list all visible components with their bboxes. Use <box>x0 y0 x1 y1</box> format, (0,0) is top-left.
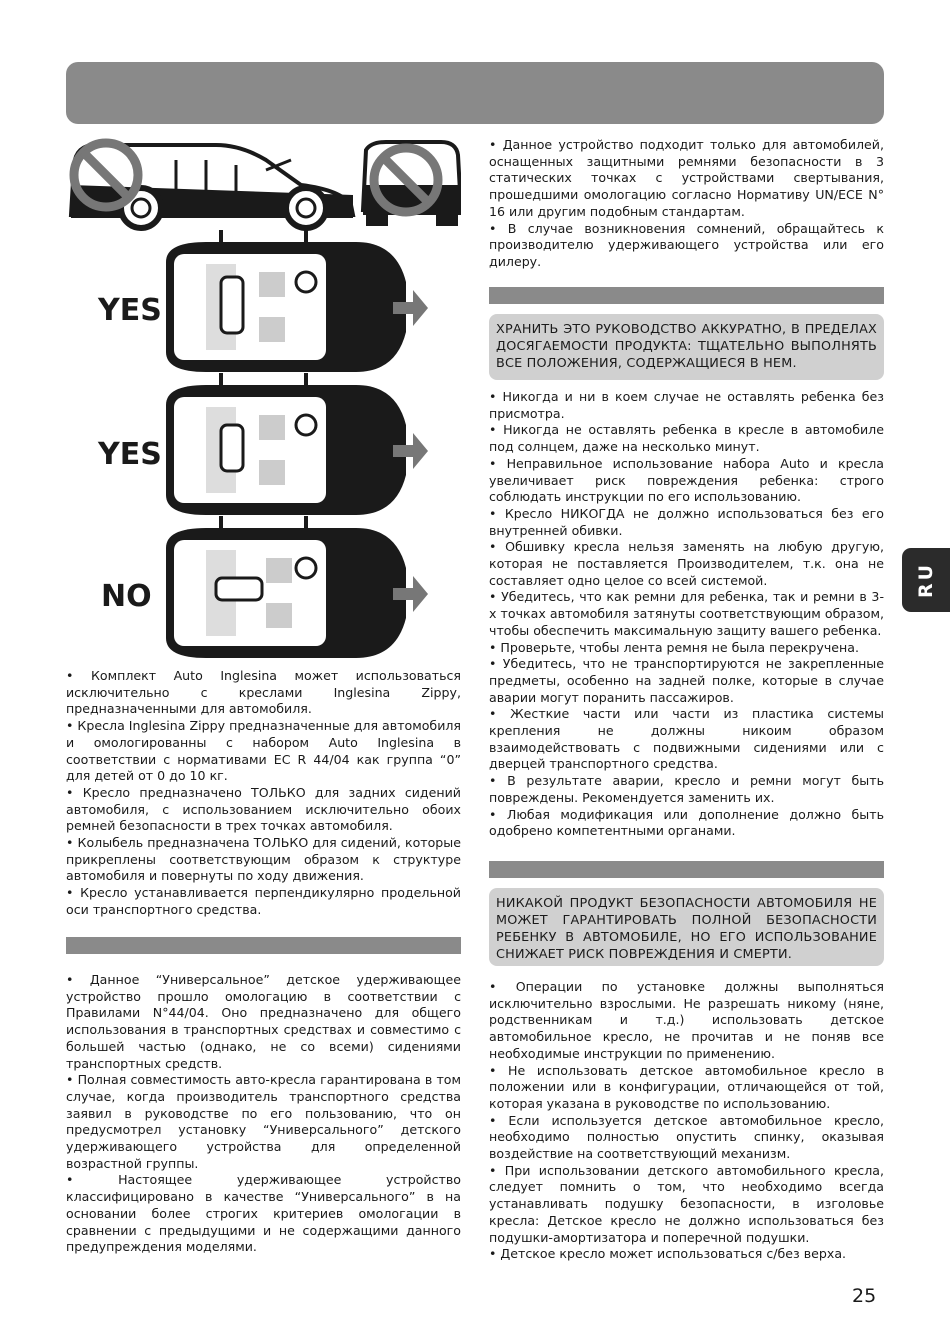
list-item: • Жесткие части или части из пластика системы крепления не должны никоим образом взаимодействовать с подвижными сидениями или с дверцей транспортного средства. <box>489 706 884 772</box>
list-item: • Комплект Auto Inglesina может использоваться исключительно с креслами Inglesina Zippy, предназначенными для автомобиля. <box>66 668 461 717</box>
list-item: • Проверьте, чтобы лента ремня не была перекручена. <box>489 639 860 655</box>
list-item: • Детское кресло может использоваться с/без верха. <box>489 1246 847 1262</box>
list-item: • Убедитесь, что как ремни для ребенка, так и ремни в 3-х точках автомобиля затянуты соответствующим образом, чтобы обеспечить максимальную защиту вашего ребенка. <box>489 589 884 638</box>
list-item: • Кресло НИКОГДА не должно использоваться без его внутренней обивки. <box>489 505 884 538</box>
warning-box: ХРАНИТЬ ЭТО РУКОВОДСТВО АККУРАТНО, В ПРЕДЕЛАХ ДОСЯГАЕМОСТИ ПРОДУКТА: ТЩАТЕЛЬНО ВЫПОЛНЯТЬ ВСЕ ПОЛОЖЕНИЯ, СОДЕРЖАЩИЕСЯ В НЕМ. <box>489 314 884 380</box>
label-no: NO <box>101 579 152 614</box>
list-item: • Если используется детское автомобильное кресло, необходимо полностью опустить спинку, оказывая воздействие на соответствующий механизм. <box>489 1112 884 1162</box>
list-item: • Полная совместимость авто-кресла гарантирована в том случае, когда производитель транспортного средства заявил в руководстве по его пользованию, что он предусмотрел установку “Универсального” детского удерживающего устройства для определенной возрастной группы. <box>66 1072 461 1171</box>
list-item: • Неправильное использование набора Auto и кресла увеличивает риск повреждения ребенка: строго соблюдать инструкции по его использованию. <box>489 455 884 505</box>
list-item: • Обшивку кресла нельзя заменять на любую другую, которая не поставляется Производителем, т.к. она не составляет одно целое со всей системой. <box>489 539 884 588</box>
list-item: • Любая модификация или дополнение должно быть одобрено компетентными органами. <box>489 806 884 839</box>
right-bullets-1 <box>489 137 884 271</box>
car-top-view-icon <box>166 373 406 515</box>
section-header-bar <box>66 937 461 954</box>
list-item: • В случае возникновения сомнений, обращайтесь к производителю удерживающего устройства или его дилеру. <box>489 220 884 269</box>
list-item: • В результате аварии, кресло и ремни могут быть повреждены. Рекомендуется заменить их. <box>489 773 884 805</box>
language-tab <box>902 548 950 612</box>
list-item: • Убедитесь, что не транспортируются не закрепленные предметы, особенно на задней полке, которые в случае аварии могут поранить пассажиров. <box>489 656 884 705</box>
list-item: • Кресло устанавливается перпендикулярно продельной оси транспортного средства. <box>66 885 461 917</box>
list-item: • Данное “Универсальное” детское удерживающее устройство прошло омологацию в соответствии с Правилами N°44/04. Оно предназначено для общего использования в транспортных средствах и совместимо с большей частью (однако, не со всеми) сидениями транспортных средств. <box>66 972 461 1071</box>
list-item: • Кресла Inglesina Zippy предназначенные для автомобиля и омологированны с набором Auto Inglesina в соответствии с нормативами ЕС R 44/04 как группа “0” для детей от 0 до 10 кг. <box>66 718 462 784</box>
right-bullets-3 <box>489 979 884 1263</box>
left-bullets-2 <box>66 972 461 1256</box>
car-top-view-icon <box>166 516 406 658</box>
section-header-bar <box>489 861 884 878</box>
header-banner <box>66 62 884 124</box>
list-item: • При использовании детского автомобильного кресла, следует помнить о том, что необходимо всегда устанавливать подушку безопасности, в изголовье кресла: Детское кресло не должно использоваться без подушки-амортизатора и поперечной подушки. <box>489 1162 884 1245</box>
section-header-bar <box>489 287 884 304</box>
list-item: • Операции по установке должны выполняться исключительно взрослыми. Не разрешать никому (няне, родственникам и т.д.) использовать детское автомобильное кресло, не прочитав и не поняв все необходимые инструкции по применению. <box>489 979 884 1061</box>
right-bullets-2 <box>489 389 884 840</box>
left-bullets-1 <box>66 668 461 919</box>
car-seat-illustration <box>66 130 461 660</box>
language-tab-label: RU <box>915 561 937 599</box>
label-yes-1: YES <box>98 293 162 328</box>
list-item: • Настоящее удерживающее устройство классифицировано в качестве “Универсального” в на основании более строгих критериев омологации в сравнении с предыдущими и не содержащими данного предупреждения моделями. <box>66 1172 461 1255</box>
warning-box: НИКАКОЙ ПРОДУКТ БЕЗОПАСНОСТИ АВТОМОБИЛЯ НЕ МОЖЕТ ГАРАНТИРОВАТЬ ПОЛНОЙ БЕЗОПАСНОСТИ РЕБЕНКУ В АВТОМОБИЛЕ, НО ЕГО ИСПОЛЬЗОВАНИЕ СНИЖАЕТ РИСК ПОВРЕЖДЕНИЯ И СМЕРТИ. <box>489 888 884 966</box>
list-item: • Колыбель предназначена ТОЛЬКО для сидений, которые прикреплены соответствующим образом к структуре автомобиля и повернуты по ходу движения. <box>66 835 461 884</box>
list-item: • Данное устройство подходит только для автомобилей, оснащенных защитными ремнями безопасности в 3 статических точках с устройствами свертывания, прошедшими омологацию согласно Нормативу UN/ECE N° 16 или другим подобным стандартам. <box>489 137 884 219</box>
list-item: • Не использовать детское автомобильное кресло в положении или в конфигурации, отличающейся от той, которая указана в руководстве по использованию. <box>489 1062 884 1111</box>
list-item: • Никогда и ни в коем случае не оставлять ребенка без присмотра. <box>489 389 884 421</box>
car-top-view-icon <box>166 230 406 372</box>
list-item: • Никогда не оставлять ребенка в кресле в автомобиле под солнцем, даже на несколько минут. <box>489 422 884 455</box>
page-number: 25 <box>852 1285 877 1307</box>
list-item: • Кресло предназначено ТОЛЬКО для задних сидений автомобиля, с использованием исключительно обоих ремней безопасности в трех точках автомобиля. <box>66 784 461 834</box>
label-yes-2: YES <box>98 437 162 472</box>
